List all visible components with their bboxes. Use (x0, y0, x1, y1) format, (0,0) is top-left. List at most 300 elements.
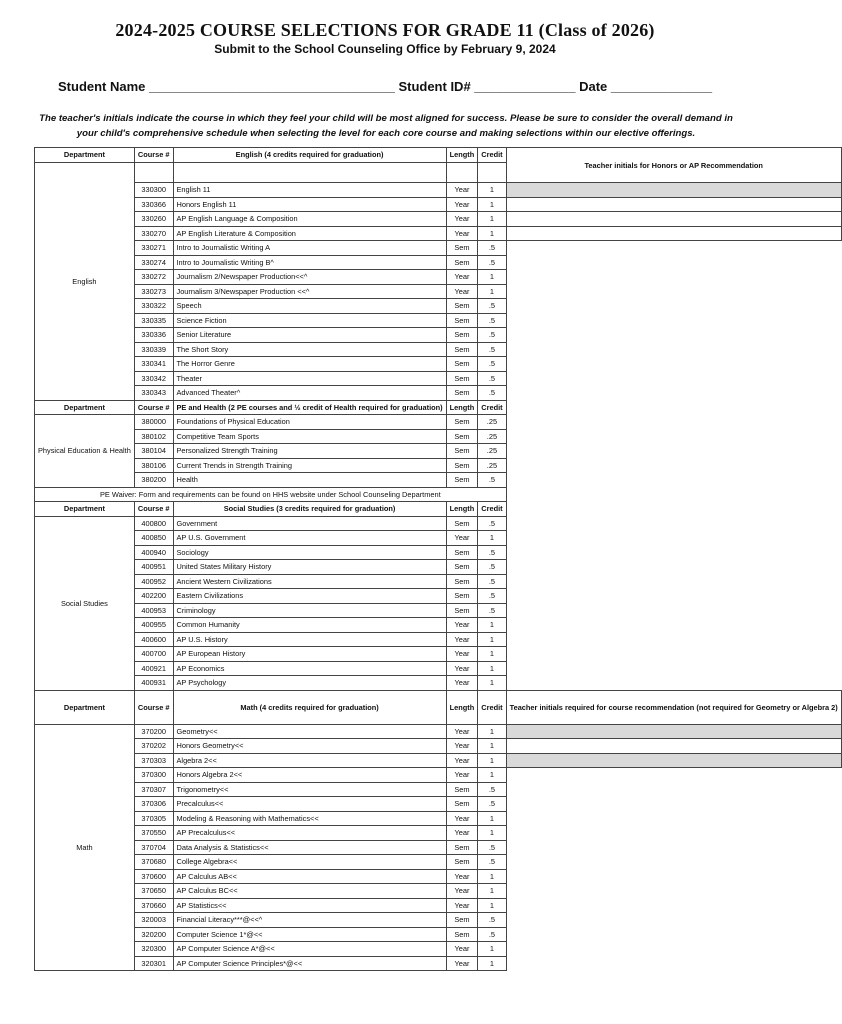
course-number: 320300 (134, 942, 173, 957)
teacher-initials-cell[interactable] (506, 724, 841, 739)
course-length: Sem (446, 574, 478, 589)
course-number: 370660 (134, 898, 173, 913)
instructions-note: The teacher's initials indicate the course in which they feel your child will be most aligned for success. Please be sure to consider the overall demand in your child's comprehensive schedule when selecting the level for each core course and making selections within our elective offerings. (39, 113, 733, 139)
course-row[interactable] (35, 898, 842, 913)
course-length: Year (446, 676, 478, 691)
course-name: Senior Literature (173, 328, 446, 343)
course-length: Sem (446, 516, 478, 531)
course-name: Competitive Team Sports (173, 429, 446, 444)
pe-header-row (35, 400, 842, 415)
blank-cell (506, 618, 841, 633)
blank-cell (506, 768, 841, 783)
blank-cell (506, 487, 841, 502)
course-name: The Horror Genre (173, 357, 446, 372)
course-credit: 1 (478, 869, 506, 884)
course-row[interactable] (35, 328, 842, 343)
course-row[interactable] (35, 255, 842, 270)
course-row[interactable] (35, 768, 842, 783)
blank-cell (506, 255, 841, 270)
credit-header: Credit (478, 148, 506, 163)
course-number: 330273 (134, 284, 173, 299)
teacher-initials-cell[interactable] (506, 739, 841, 754)
course-length: Sem (446, 840, 478, 855)
course-name: AP English Literature & Composition (173, 226, 446, 241)
course-number: 330270 (134, 226, 173, 241)
course-number: 380000 (134, 415, 173, 430)
blank-cell (506, 927, 841, 942)
course-credit: .5 (478, 473, 506, 488)
course-row[interactable] (35, 284, 842, 299)
course-length: Year (446, 869, 478, 884)
course-row[interactable] (35, 444, 842, 459)
course-credit: .5 (478, 371, 506, 386)
course-number: 370202 (134, 739, 173, 754)
blank-cell (506, 840, 841, 855)
course-name: Journalism 2/Newspaper Production<<^ (173, 270, 446, 285)
math-department-label: Math (35, 724, 135, 971)
course-number: 370600 (134, 869, 173, 884)
course-number: 380102 (134, 429, 173, 444)
course-length: Sem (446, 313, 478, 328)
course-credit: .5 (478, 560, 506, 575)
math-header-row (35, 690, 842, 724)
course-name: Computer Science 1*@<< (173, 927, 446, 942)
pe-section-heading: PE and Health (2 PE courses and ½ credit of Health required for graduation) (173, 400, 446, 415)
course-number: 400600 (134, 632, 173, 647)
course-length: Sem (446, 560, 478, 575)
pe-waiver-note: PE Waiver: Form and requirements can be found on HHS website under School Counseling Department (35, 487, 507, 502)
course-name: AP Psychology (173, 676, 446, 691)
course-name: Honors Geometry<< (173, 739, 446, 754)
course-name: AP European History (173, 647, 446, 662)
course-credit: 1 (478, 826, 506, 841)
course-credit: 1 (478, 724, 506, 739)
course-credit: .5 (478, 603, 506, 618)
course-credit: .5 (478, 357, 506, 372)
length-header: Length (446, 502, 478, 517)
course-row[interactable] (35, 782, 842, 797)
blank-cell (506, 502, 841, 517)
length-header: Length (446, 690, 478, 724)
course-length: Year (446, 183, 478, 198)
course-credit: .5 (478, 545, 506, 560)
course-length: Sem (446, 415, 478, 430)
course-length: Sem (446, 797, 478, 812)
teacher-initials-cell[interactable] (506, 226, 841, 241)
course-credit: .5 (478, 255, 506, 270)
course-row[interactable] (35, 811, 842, 826)
course-row[interactable] (35, 927, 842, 942)
course-row[interactable] (35, 342, 842, 357)
course-length: Sem (446, 429, 478, 444)
course-number: 400955 (134, 618, 173, 633)
course-credit: 1 (478, 768, 506, 783)
course-credit: .5 (478, 241, 506, 256)
blank-cell (506, 473, 841, 488)
course-row[interactable] (35, 661, 842, 676)
blank-cell (173, 162, 446, 183)
course-credit: .5 (478, 589, 506, 604)
course-length: Year (446, 618, 478, 633)
course-credit: .5 (478, 927, 506, 942)
course-row[interactable] (35, 371, 842, 386)
course-name: Trigonometry<< (173, 782, 446, 797)
course-number: 370650 (134, 884, 173, 899)
course-row[interactable] (35, 197, 842, 212)
course-number: 370307 (134, 782, 173, 797)
course-number: 330272 (134, 270, 173, 285)
course-name: Personalized Strength Training (173, 444, 446, 459)
course-credit: .5 (478, 299, 506, 314)
course-name: Financial Literacy***@<<^ (173, 913, 446, 928)
course-length: Year (446, 226, 478, 241)
course-row[interactable] (35, 956, 842, 971)
course-credit: 1 (478, 753, 506, 768)
course-row[interactable] (35, 473, 842, 488)
course-name: Eastern Civilizations (173, 589, 446, 604)
course-number: 370200 (134, 724, 173, 739)
course-length: Year (446, 768, 478, 783)
course-credit: 1 (478, 270, 506, 285)
course-row[interactable] (35, 826, 842, 841)
course-length: Sem (446, 473, 478, 488)
course-row[interactable] (35, 574, 842, 589)
course-row[interactable] (35, 299, 842, 314)
course-name: Speech (173, 299, 446, 314)
course-name: Modeling & Reasoning with Mathematics<< (173, 811, 446, 826)
course-number: 400940 (134, 545, 173, 560)
course-number: 330366 (134, 197, 173, 212)
course-number: 370306 (134, 797, 173, 812)
course-table (34, 147, 842, 971)
course-row[interactable] (35, 603, 842, 618)
course-credit: 1 (478, 739, 506, 754)
course-name: AP Computer Science Principles*@<< (173, 956, 446, 971)
course-number: 380106 (134, 458, 173, 473)
blank-cell (506, 429, 841, 444)
course-row[interactable] (35, 589, 842, 604)
blank-cell (506, 386, 841, 401)
course-row[interactable] (35, 913, 842, 928)
course-credit: .5 (478, 797, 506, 812)
blank-cell (478, 162, 506, 183)
blank-cell (506, 811, 841, 826)
course-name: AP Calculus AB<< (173, 869, 446, 884)
department-header: Department (35, 502, 135, 517)
course-length: Sem (446, 328, 478, 343)
course-length: Sem (446, 913, 478, 928)
course-length: Sem (446, 386, 478, 401)
course-number: 400931 (134, 676, 173, 691)
course-credit: .25 (478, 458, 506, 473)
course-length: Sem (446, 444, 478, 459)
course-number: 370680 (134, 855, 173, 870)
course-name: Honors English 11 (173, 197, 446, 212)
course-length: Year (446, 942, 478, 957)
course-credit: .5 (478, 516, 506, 531)
course-length: Year (446, 647, 478, 662)
course-number: 400951 (134, 560, 173, 575)
course-number: 330260 (134, 212, 173, 227)
course-name: AP Precalculus<< (173, 826, 446, 841)
blank-cell (506, 942, 841, 957)
student-info-line[interactable]: Student Name __________________________________ Student ID# ______________ Date ______________ (58, 79, 713, 94)
course-length: Year (446, 531, 478, 546)
blank-cell (506, 400, 841, 415)
course-row[interactable] (35, 855, 842, 870)
course-number: 400953 (134, 603, 173, 618)
course-name: AP English Language & Composition (173, 212, 446, 227)
course-number: 370550 (134, 826, 173, 841)
course-row[interactable] (35, 739, 842, 754)
course-number-header: Course # (134, 502, 173, 517)
course-number: 330341 (134, 357, 173, 372)
course-number: 330300 (134, 183, 173, 198)
blank-cell (446, 162, 478, 183)
course-credit: 1 (478, 647, 506, 662)
course-name: AP Economics (173, 661, 446, 676)
course-credit: .5 (478, 386, 506, 401)
course-length: Year (446, 811, 478, 826)
course-row[interactable] (35, 560, 842, 575)
teacher-initials-cell[interactable] (506, 212, 841, 227)
course-number: 380104 (134, 444, 173, 459)
course-row[interactable] (35, 241, 842, 256)
course-length: Sem (446, 545, 478, 560)
course-credit: 1 (478, 183, 506, 198)
course-name: AP Calculus BC<< (173, 884, 446, 899)
math-section-heading: Math (4 credits required for graduation) (173, 690, 446, 724)
course-row[interactable] (35, 676, 842, 691)
course-length: Sem (446, 589, 478, 604)
course-row[interactable] (35, 869, 842, 884)
course-number: 370303 (134, 753, 173, 768)
course-credit: .5 (478, 913, 506, 928)
course-row[interactable] (35, 313, 842, 328)
course-name: Journalism 3/Newspaper Production <<^ (173, 284, 446, 299)
english-section-heading: English (4 credits required for graduation) (173, 148, 446, 163)
blank-cell (506, 855, 841, 870)
blank-cell (506, 444, 841, 459)
course-row[interactable] (35, 647, 842, 662)
course-row[interactable] (35, 797, 842, 812)
course-length: Year (446, 724, 478, 739)
course-name: AP Computer Science A*@<< (173, 942, 446, 957)
course-number: 402200 (134, 589, 173, 604)
blank-cell (506, 560, 841, 575)
course-credit: 1 (478, 898, 506, 913)
course-row[interactable] (35, 531, 842, 546)
blank-cell (506, 676, 841, 691)
course-credit: 1 (478, 956, 506, 971)
course-row[interactable] (35, 415, 842, 430)
course-credit: 1 (478, 212, 506, 227)
course-number: 400800 (134, 516, 173, 531)
course-number: 400921 (134, 661, 173, 676)
course-length: Year (446, 826, 478, 841)
length-header: Length (446, 148, 478, 163)
pe-waiver-row (35, 487, 842, 502)
course-length: Sem (446, 855, 478, 870)
course-row[interactable] (35, 724, 842, 739)
course-name: Precalculus<< (173, 797, 446, 812)
course-length: Sem (446, 603, 478, 618)
course-number: 400700 (134, 647, 173, 662)
blank-cell (506, 313, 841, 328)
course-name: Intro to Journalistic Writing B^ (173, 255, 446, 270)
course-number: 400952 (134, 574, 173, 589)
course-credit: .5 (478, 313, 506, 328)
department-header: Department (35, 400, 135, 415)
english-department-label: English (35, 162, 135, 400)
credit-header: Credit (478, 502, 506, 517)
course-credit: 1 (478, 618, 506, 633)
department-header: Department (35, 148, 135, 163)
course-row[interactable] (35, 429, 842, 444)
course-number-header: Course # (134, 690, 173, 724)
course-row[interactable] (35, 357, 842, 372)
course-credit: .25 (478, 444, 506, 459)
teacher-initials-header: Teacher initials for Honors or AP Recommendation (506, 148, 841, 183)
department-header: Department (35, 690, 135, 724)
course-number: 320003 (134, 913, 173, 928)
course-length: Year (446, 753, 478, 768)
blank-cell (506, 632, 841, 647)
course-length: Sem (446, 241, 478, 256)
teacher-initials-cell[interactable] (506, 183, 841, 198)
social-header-row (35, 502, 842, 517)
course-length: Year (446, 284, 478, 299)
blank-cell (506, 342, 841, 357)
course-name: Science Fiction (173, 313, 446, 328)
course-number: 330336 (134, 328, 173, 343)
teacher-initials-cell[interactable] (506, 753, 841, 768)
blank-cell (506, 956, 841, 971)
course-name: Intro to Journalistic Writing A (173, 241, 446, 256)
course-credit: 1 (478, 197, 506, 212)
pe-department-label: Physical Education & Health (35, 415, 135, 488)
blank-cell (506, 328, 841, 343)
course-credit: .5 (478, 840, 506, 855)
course-row[interactable] (35, 753, 842, 768)
blank-cell (506, 270, 841, 285)
course-name: AP Statistics<< (173, 898, 446, 913)
course-length: Sem (446, 342, 478, 357)
course-row[interactable] (35, 632, 842, 647)
course-length: Sem (446, 357, 478, 372)
course-number: 320200 (134, 927, 173, 942)
course-name: AP U.S. Government (173, 531, 446, 546)
course-row[interactable] (35, 270, 842, 285)
blank-cell (506, 647, 841, 662)
course-number: 400850 (134, 531, 173, 546)
course-name: AP U.S. History (173, 632, 446, 647)
course-name: Ancient Western Civilizations (173, 574, 446, 589)
course-length: Year (446, 270, 478, 285)
course-credit: .25 (478, 429, 506, 444)
blank-cell (506, 241, 841, 256)
blank-cell (506, 797, 841, 812)
course-credit: 1 (478, 884, 506, 899)
teacher-initials-cell[interactable] (506, 197, 841, 212)
course-row[interactable] (35, 212, 842, 227)
blank-cell (506, 371, 841, 386)
course-length: Year (446, 197, 478, 212)
course-number: 370704 (134, 840, 173, 855)
course-row[interactable] (35, 183, 842, 198)
course-row[interactable] (35, 545, 842, 560)
course-row[interactable] (35, 942, 842, 957)
course-number: 330322 (134, 299, 173, 314)
course-row[interactable] (35, 884, 842, 899)
course-number: 330335 (134, 313, 173, 328)
course-number: 330343 (134, 386, 173, 401)
credit-header: Credit (478, 690, 506, 724)
course-number: 380200 (134, 473, 173, 488)
course-credit: 1 (478, 811, 506, 826)
course-name: Geometry<< (173, 724, 446, 739)
course-length: Sem (446, 299, 478, 314)
course-name: The Short Story (173, 342, 446, 357)
course-credit: 1 (478, 531, 506, 546)
course-credit: .5 (478, 342, 506, 357)
course-number: 330342 (134, 371, 173, 386)
course-credit: 1 (478, 632, 506, 647)
course-number-header: Course # (134, 400, 173, 415)
blank-cell (506, 531, 841, 546)
course-credit: 1 (478, 942, 506, 957)
course-credit: .25 (478, 415, 506, 430)
credit-header: Credit (478, 400, 506, 415)
course-credit: 1 (478, 226, 506, 241)
course-row[interactable] (35, 516, 842, 531)
course-credit: .5 (478, 855, 506, 870)
course-row[interactable] (35, 458, 842, 473)
course-number: 330339 (134, 342, 173, 357)
course-name: Criminology (173, 603, 446, 618)
blank-cell (506, 782, 841, 797)
course-name: English 11 (173, 183, 446, 198)
course-number-header: Course # (134, 148, 173, 163)
blank-cell (506, 884, 841, 899)
course-length: Sem (446, 927, 478, 942)
course-credit: 1 (478, 661, 506, 676)
course-name: United States Military History (173, 560, 446, 575)
course-length: Year (446, 884, 478, 899)
blank-cell (506, 299, 841, 314)
course-number: 330274 (134, 255, 173, 270)
course-credit: 1 (478, 676, 506, 691)
course-row[interactable] (35, 618, 842, 633)
course-length: Sem (446, 255, 478, 270)
blank-cell (506, 589, 841, 604)
english-header-row (35, 148, 842, 163)
blank-cell (506, 574, 841, 589)
page-subtitle: Submit to the School Counseling Office by February 9, 2024 (214, 42, 556, 56)
course-row[interactable] (35, 226, 842, 241)
course-name: Foundations of Physical Education (173, 415, 446, 430)
course-row[interactable] (35, 386, 842, 401)
course-name: Advanced Theater^ (173, 386, 446, 401)
course-row[interactable] (35, 840, 842, 855)
course-length: Year (446, 956, 478, 971)
course-name: Algebra 2<< (173, 753, 446, 768)
blank-cell (506, 898, 841, 913)
blank-cell (506, 869, 841, 884)
course-name: Common Humanity (173, 618, 446, 633)
length-header: Length (446, 400, 478, 415)
blank-cell (506, 545, 841, 560)
